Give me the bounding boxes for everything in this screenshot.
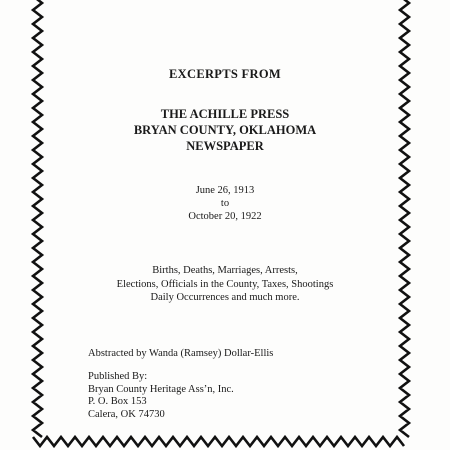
date-connector: to	[220, 198, 230, 209]
publisher-block	[88, 371, 234, 421]
document-content	[44, 0, 406, 450]
publisher-po-box: P. O. Box 153	[88, 396, 147, 407]
description-line-2: Elections, Officials in the County, Taxes, Shootings	[116, 278, 334, 290]
title-line-1: THE ACHILLE PRESS	[160, 107, 290, 121]
border-left-zigzag	[33, 0, 42, 437]
title-line-3: NEWSPAPER	[186, 139, 264, 153]
abstracted-by: Abstracted by Wanda (Ramsey) Dollar-Ellis	[88, 348, 274, 359]
publisher-name: Bryan County Heritage Ass’n, Inc.	[88, 383, 234, 395]
excerpts-heading: EXCERPTS FROM	[169, 67, 281, 81]
title-line-2: BRYAN COUNTY, OKLAHOMA	[133, 123, 317, 137]
description-line-1: Births, Deaths, Marriages, Arrests,	[152, 265, 298, 276]
contents-description	[44, 264, 406, 305]
publisher-label: Published By:	[88, 371, 148, 382]
date-end: October 20, 1922	[188, 211, 262, 222]
date-range	[44, 184, 406, 223]
description-line-3: Daily Occurrences and much more.	[150, 292, 300, 303]
publisher-city: Calera, OK 74730	[88, 408, 165, 420]
newspaper-title-block	[44, 106, 406, 154]
date-start: June 26, 1913	[195, 185, 255, 196]
